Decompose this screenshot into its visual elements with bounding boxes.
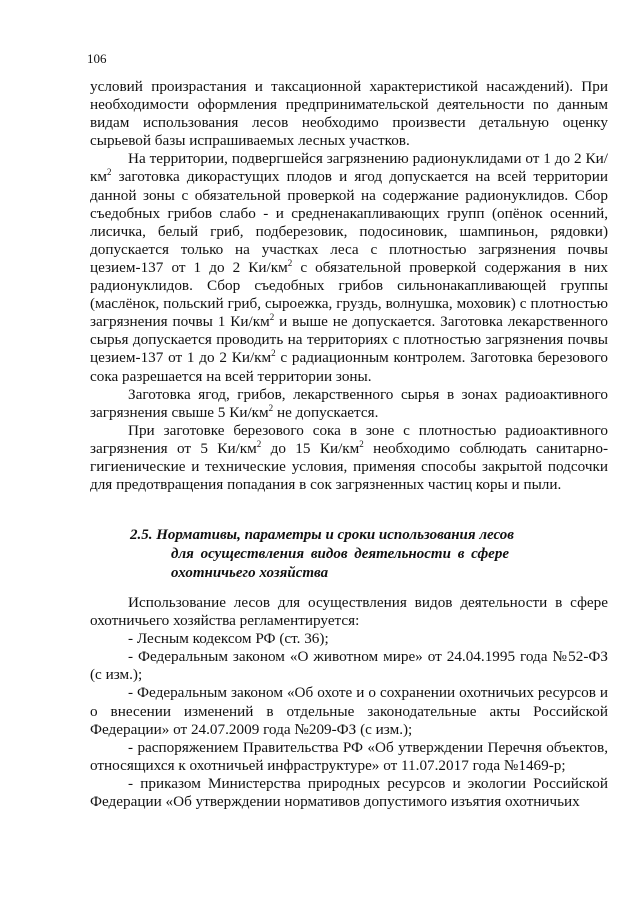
list-item: - Федеральным законом «Об охоте и о сохранении охотничьих ресурсов и о внесении изменений в отдельные законодательные акты Российской Федерации» от 24.07.2009 года №209-ФЗ (с изм.); — [90, 684, 608, 738]
paragraph-fragment: не допускается. — [273, 403, 379, 421]
paragraph-birch-sap — [90, 422, 608, 494]
superscript: 2 — [268, 402, 274, 413]
paragraph-fragment: заготовка дикорастущих плодов и ягод допускается на всей территории данной зоны с обязательной проверкой на содержание радионуклидов. Сбор съедобных грибов слабо - и средненакапливающих групп (опёнок осенний, лисичка, белый гриб, подберезовик, подосиновик, шампиньон, рядовки) допускается только на участках леса с плотностью загрязнения почвы цезием-137 от 1 до 2 Ки/км — [90, 168, 608, 276]
paragraph-intro: Использование лесов для осуществления видов деятельности в сфере охотничьего хозяйства регламентируется: — [90, 594, 608, 630]
superscript: 2 — [359, 438, 364, 449]
superscript: 2 — [269, 312, 275, 323]
section-heading-line: 2.5. Нормативы, параметры и сроки использования лесов — [130, 527, 514, 543]
list-item: - приказом Министерства природных ресурсов и экологии Российской Федерации «Об утверждении нормативов допустимого изъятия охотничьих — [90, 774, 608, 811]
superscript: 2 — [107, 167, 112, 178]
paragraph-fragment: При заготовке березового сока в зоне с плотностью радиоактивного загрязнения от 5 Ки/км — [90, 421, 608, 457]
page-number: 106 — [87, 51, 107, 66]
paragraph-fragment: с радиационным контролем. Заготовка березового сока разрешается на всей территории зоны. — [90, 349, 608, 385]
body-text-top — [90, 78, 608, 494]
body-text-bottom — [90, 594, 608, 811]
paragraph-fragment: Заготовка ягод, грибов, лекарственного сырья в зонах радиоактивного загрязнения свыше 5 Ки/км — [90, 385, 608, 421]
list-item: - Лесным кодексом РФ (ст. 36); — [128, 630, 329, 648]
paragraph-radionuclides — [90, 150, 608, 385]
paragraph-fragment: и выше не допускается. Заготовка лекарственного сырья допускается проводить на территориях с плотностью загрязнения почвы цезием-137 от 1 до 2 Ки/км — [90, 313, 608, 367]
list-item: - распоряжением Правительства РФ «Об утверждении Перечня объектов, относящихся к охотничьей инфраструктуре» от 11.07.2017 года №1469-р; — [90, 738, 608, 774]
paragraph-fragment: до 15 Ки/км — [261, 439, 360, 457]
section-heading — [130, 526, 550, 583]
paragraph-fragment: необходимо соблюдать санитарно-гигиенические и технические условия, применяя способы закрытой подсочки для предотвращения попадания в сок загрязненных частиц коры и пыли. — [90, 439, 608, 494]
section-heading-line: для осуществления видов деятельности в сфере — [171, 546, 509, 562]
superscript: 2 — [271, 348, 276, 359]
paragraph-continuation: условий произрастания и таксационной характеристикой насаждений). При необходимости оформления предпринимательской деятельности по данным видам использования лесов необходимо произвести детальную оценку сырьевой базы испрашиваемых лесных участков. — [90, 78, 608, 150]
paragraph-prohibition — [90, 386, 608, 422]
superscript: 2 — [287, 257, 293, 268]
list-item: - Федеральным законом «О животном мире» от 24.04.1995 года №52-ФЗ (с изм.); — [90, 648, 608, 684]
paragraph-fragment: с обязательной проверкой содержания в них радионуклидов. Сбор съедобных грибов сильнонакапливающей группы (маслёнок, польский гриб, сыроежка, груздь, волнушка, моховик) с плотностью загрязнения почвы 1 Ки/км — [90, 258, 608, 331]
section-heading-line: охотничьего хозяйства — [171, 565, 329, 581]
superscript: 2 — [256, 438, 262, 449]
paragraph-fragment: На территории, подвергшейся загрязнению радионуклидами от 1 до 2 Ки/км — [90, 150, 608, 186]
